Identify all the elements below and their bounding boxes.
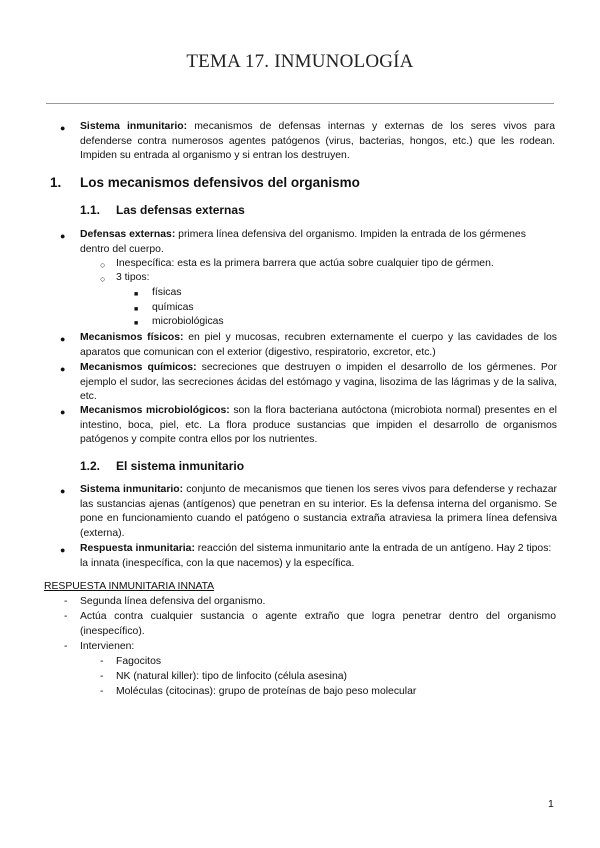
bullet-icon: ●	[60, 123, 66, 133]
mecanismos-quimicos-paragraph	[80, 361, 557, 405]
innata-item: Actúa contra cualquier sustancia o agente extraño que logra penetrar dentro del organismo (inespecífico).	[80, 611, 556, 637]
dash-bullet-icon: -	[100, 686, 104, 697]
interviene-item: Fagocitos	[116, 656, 162, 667]
interviene-item: NK (natural killer): tipo de linfocito (célula asesina)	[116, 671, 348, 682]
title-divider	[46, 103, 554, 104]
intro-text: mecanismos de defensas internas y externas de los seres vivos para defenderse contra numerosos agentes patógenos (virus, bacterias, hongos, etc.) que les rodean. Impiden su entrada al organismo y si entran los destruyen.	[80, 121, 555, 162]
dash-bullet-icon: -	[64, 641, 68, 652]
dash-bullet-icon: -	[100, 671, 104, 682]
tipo-item: químicas	[152, 302, 194, 313]
circle-bullet-icon: ○	[100, 274, 106, 284]
bullet-icon: ●	[60, 486, 66, 496]
dash-bullet-icon: -	[64, 596, 68, 607]
square-bullet-icon: ■	[134, 291, 139, 298]
subsection-1-2-number: 1.2.	[80, 459, 101, 473]
sistema-inmunitario-term: Sistema inmunitario:	[80, 484, 184, 495]
mecanismos-microbiologicos-paragraph	[80, 404, 557, 448]
square-bullet-icon: ■	[134, 306, 139, 313]
interviene-item: Moléculas (citocinas): grupo de proteínas de bajo peso molecular	[116, 686, 417, 697]
circle-bullet-icon: ○	[100, 260, 106, 270]
respuesta-inmunitaria-paragraph	[80, 542, 558, 571]
mecanismos-microbiologicos-text: son la flora bacteriana autóctona (microbiota normal) presentes en el intestino, boca, piel, etc. La flora produce sustancias que impiden el desarrollo de organismos patógenos y compite contra ellos por los nutrientes.	[80, 405, 557, 446]
inespecifica-text: Inespecífica: esta es la primera barrera que actúa sobre cualquier tipo de gérmen.	[116, 258, 494, 269]
respuesta-inmunitaria-term: Respuesta inmunitaria:	[80, 543, 195, 554]
bullet-icon: ●	[60, 364, 66, 374]
bullet-icon: ●	[60, 545, 66, 555]
tipo-item: microbiológicas	[152, 316, 224, 327]
respuesta-inmunitaria-text: reacción del sistema inmunitario ante la entrada de un antígeno. Hay 2 tipos: la innata (inespecífica, con la que nacemos) y la específica.	[80, 543, 552, 569]
dash-bullet-icon: -	[64, 611, 68, 622]
page-title: TEMA 17. INMUNOLOGÍA	[186, 51, 414, 72]
defensas-externas-text: primera línea defensiva del organismo. Impiden la entrada de los gérmenes dentro del cuerpo.	[80, 229, 526, 255]
intro-term: Sistema inmunitario:	[80, 121, 188, 132]
mecanismos-fisicos-term: Mecanismos físicos:	[80, 332, 184, 343]
innata-item: Segunda línea defensiva del organismo.	[80, 596, 266, 607]
sistema-inmunitario-text: conjunto de mecanismos que tienen los seres vivos para defenderse y rechazar las sustancias ajenas (antígenos) que penetran en su interior. Es la defensa interna del organismo. Se pone en funcionamiento cuando el patógeno o sustancia extraña atraviesa la primera línea defensiva (externa).	[80, 484, 557, 539]
bullet-icon: ●	[60, 407, 66, 417]
subsection-1-1-number: 1.1.	[80, 203, 101, 217]
bullet-icon: ●	[60, 334, 66, 344]
defensas-externas-term: Defensas externas:	[80, 229, 176, 240]
page-number: 1	[548, 798, 554, 810]
intro-paragraph	[80, 120, 555, 164]
mecanismos-fisicos-text: en piel y mucosas, recubren externamente el cuerpo y las cavidades de los aparatos que comunican con el exterior (digestivo, respiratorio, excretor, etc.)	[80, 332, 558, 358]
mecanismos-microbiologicos-term: Mecanismos microbiológicos:	[80, 405, 230, 416]
tipo-item: físicas	[152, 287, 182, 298]
subsection-1-1-title: Las defensas externas	[116, 203, 245, 217]
tipos-text: 3 tipos:	[116, 272, 150, 283]
sistema-inmunitario-paragraph	[80, 483, 557, 541]
defensas-externas-paragraph	[80, 228, 558, 257]
dash-bullet-icon: -	[100, 656, 104, 667]
mecanismos-quimicos-text: secreciones que destruyen o impiden el desarrollo de los gérmenes. Por ejemplo el sudor, las secreciones ácidas del estómago y vagina, lisozima de las lágrimas y de la saliva, etc.	[80, 362, 558, 403]
bullet-icon: ●	[60, 231, 66, 241]
section-1-number: 1.	[50, 175, 62, 190]
mecanismos-quimicos-term: Mecanismos químicos:	[80, 362, 197, 373]
innata-heading: RESPUESTA INMUNITARIA INNATA	[44, 581, 215, 592]
section-1-title: Los mecanismos defensivos del organismo	[80, 175, 360, 190]
innata-item: Intervienen:	[80, 641, 135, 652]
square-bullet-icon: ■	[134, 320, 139, 327]
subsection-1-2-title: El sistema inmunitario	[116, 459, 245, 473]
mecanismos-fisicos-paragraph	[80, 331, 557, 360]
